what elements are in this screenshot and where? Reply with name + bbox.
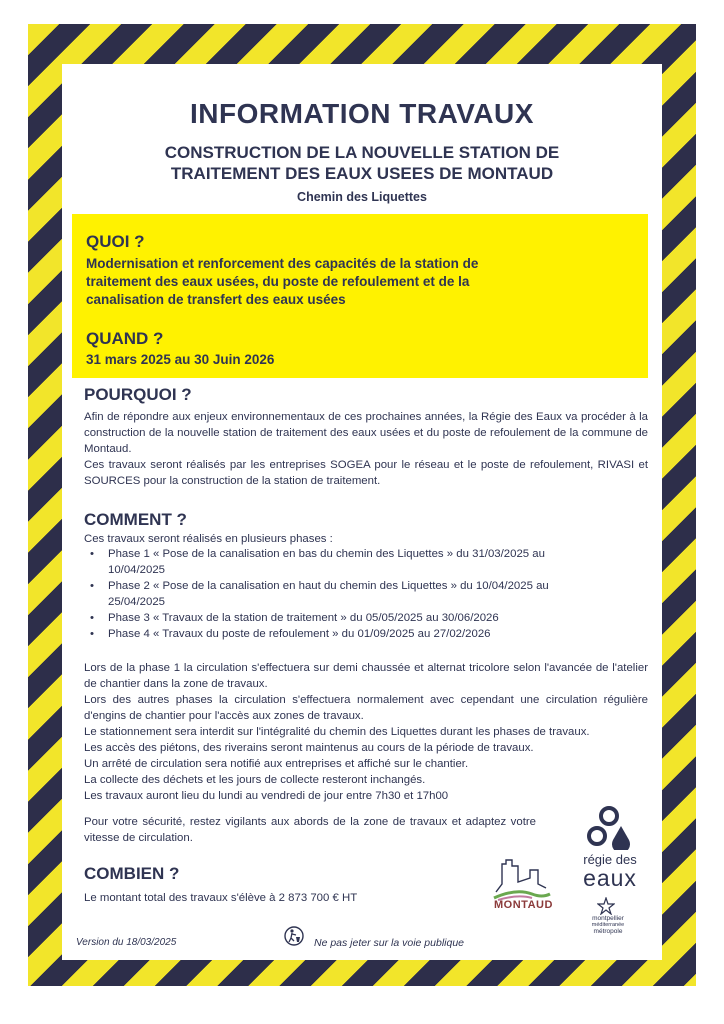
phase-item: • Phase 3 « Travaux de la station de traitement » du 05/05/2025 au 30/06/2026	[84, 610, 604, 626]
no-litter-icon	[284, 926, 304, 946]
quoi-line-1: Modernisation et renforcement des capacités de la station de	[86, 256, 479, 271]
detail-line: Lors des autres phases la circulation s'effectuera normalement avec cependant une circulation régulière d'engins de chantier pour l'accès aux zones de travaux.	[84, 694, 648, 722]
regie-logo-text-bottom: eaux	[583, 865, 637, 891]
no-litter-notice: Ne pas jeter sur la voie publique	[314, 937, 465, 949]
combien-text: Le montant total des travaux s'élève à 2 873 700 € HT	[84, 892, 358, 904]
phase-list	[84, 546, 604, 642]
phase-item: • Phase 2 « Pose de la canalisation en haut du chemin des Liquettes » du 10/04/2025 au 25/04/2025	[84, 578, 604, 610]
pourquoi-paragraph-2: Ces travaux seront réalisés par les entreprises SOGEA pour le réseau et le poste de refoulement, RIVASI et SOURCES pour la construction de la station de traitement.	[84, 459, 648, 487]
page-title: INFORMATION TRAVAUX	[190, 98, 534, 129]
comment-intro: Ces travaux seront réalisés en plusieurs phases :	[84, 533, 333, 545]
subtitle-line-1: CONSTRUCTION DE LA NOUVELLE STATION DE	[164, 143, 560, 162]
quand-dates: 31 mars 2025 au 30 Juin 2026	[86, 352, 275, 367]
highlight-box	[72, 214, 648, 378]
quoi-heading: QUOI ?	[86, 232, 145, 251]
project-subtitle	[82, 142, 642, 184]
montaud-logo-text: MONTAUD	[494, 899, 553, 911]
regie-des-eaux-drops-logo	[584, 804, 634, 850]
detail-line: La collecte des déchets et les jours de collecte resteront inchangés.	[84, 774, 426, 786]
quoi-line-2: traitement des eaux usées, du poste de refoulement et de la	[86, 274, 470, 289]
subtitle-line-2: TRAITEMENT DES EAUX USEES DE MONTAUD	[170, 164, 554, 183]
notice-panel	[62, 64, 662, 960]
detail-line: Le stationnement sera interdit sur l'intégralité du chemin des Liquettes durant les phases de travaux.	[84, 726, 590, 738]
quoi-line-3: canalisation de transfert des eaux usées	[86, 292, 346, 307]
detail-line: Les travaux auront lieu du lundi au vendredi de jour entre 7h30 et 17h00	[84, 790, 449, 802]
metropole-text-line-2: méditerranée	[591, 922, 625, 928]
quoi-text	[86, 255, 634, 309]
pourquoi-heading: POURQUOI ?	[84, 385, 192, 404]
comment-heading: COMMENT ?	[84, 510, 187, 529]
comment-details	[84, 660, 648, 804]
detail-line: Un arrêté de circulation sera notifié aux entreprises et affiché sur le chantier.	[84, 758, 469, 770]
combien-heading: COMBIEN ?	[84, 864, 180, 883]
detail-line: Les accès des piétons, des riverains seront maintenus au cours de la période de travaux.	[84, 742, 534, 754]
safety-notice: Pour votre sécurité, restez vigilants aux abords de la zone de travaux et adaptez votre vitesse de circulation.	[84, 816, 536, 844]
phase-item: • Phase 1 « Pose de la canalisation en bas du chemin des Liquettes » du 31/03/2025 au 10/04/2025	[84, 546, 604, 578]
pourquoi-text	[84, 409, 648, 489]
metropole-star-logo	[597, 897, 615, 915]
version-label: Version du 18/03/2025	[76, 937, 177, 948]
detail-line: Lors de la phase 1 la circulation s'effectuera sur demi chaussée et alternat tricolore selon l'avancée de l'atelier de chantier dans la zone de travaux.	[84, 662, 648, 690]
regie-logo-text-top: régie des	[583, 852, 637, 867]
phase-item: • Phase 4 « Travaux du poste de refoulement » du 01/09/2025 au 27/02/2026	[84, 626, 604, 642]
location-label: Chemin des Liquettes	[297, 190, 427, 204]
pourquoi-paragraph-1: Afin de répondre aux enjeux environnementaux de ces prochaines années, la Régie des Eaux va procéder à la construction de la nouvelle station de traitement des eaux usées et du poste de refoulement de la commune de Montaud.	[84, 411, 648, 455]
metropole-text-line-1: montpellier	[592, 915, 624, 922]
quand-heading: QUAND ?	[86, 329, 164, 348]
metropole-text-line-3: métropole	[593, 928, 623, 935]
